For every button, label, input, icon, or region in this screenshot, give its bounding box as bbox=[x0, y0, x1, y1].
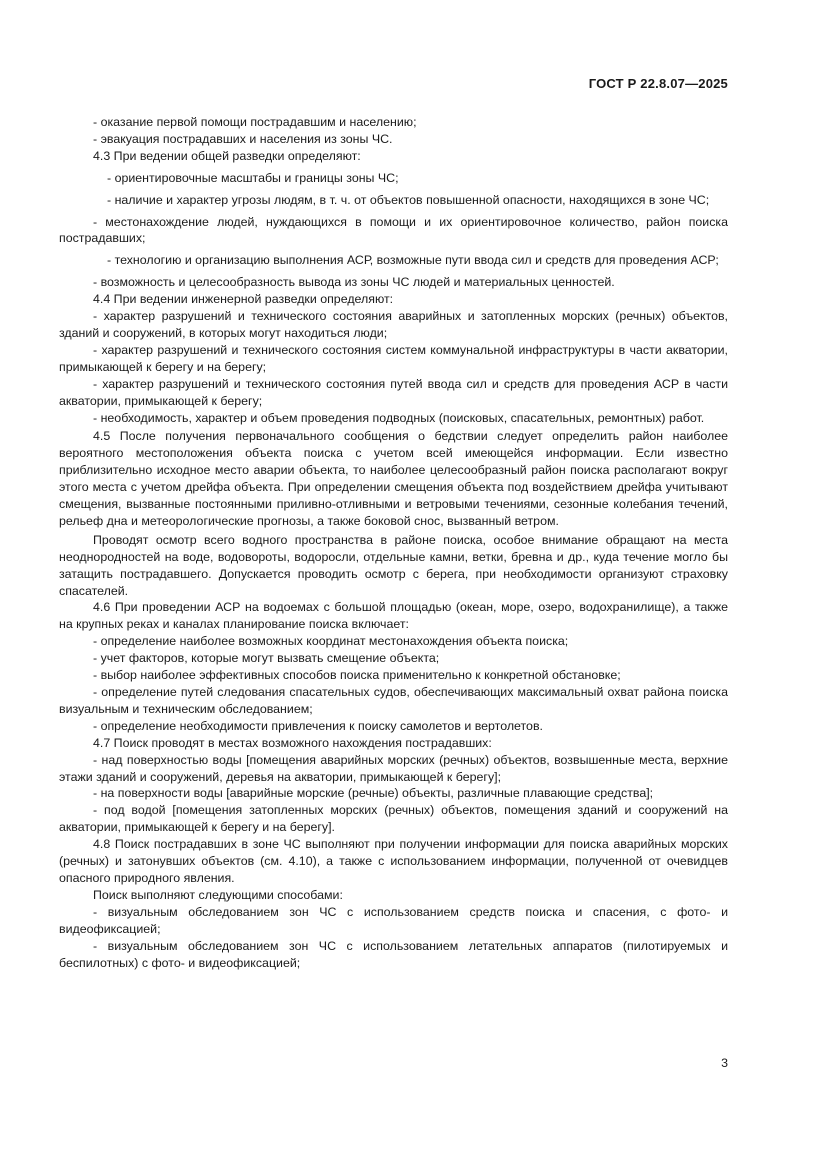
paragraph: - определение наиболее возможных координат местонахождения объекта поиска; bbox=[93, 634, 569, 649]
paragraph: - над поверхностью воды [помещения аварийных морских (речных) объектов, возвышенные места, верхние этажи зданий и сооружений, деревья на акватории, примыкающей к берегу]; bbox=[59, 752, 728, 784]
document-body bbox=[59, 114, 728, 971]
paragraph: - возможность и целесообразность вывода из зоны ЧС людей и материальных ценностей. bbox=[93, 275, 615, 290]
paragraph: - определение путей следования спасательных судов, обеспечивающих максимальный охват района поиска визуальным и техническим обследованием; bbox=[59, 685, 728, 716]
paragraph: Поиск выполняют следующими способами: bbox=[93, 887, 343, 902]
paragraph: 4.5 После получения первоначального сообщения о бедствии следует определить район наиболее вероятного местоположения объекта поиска с учетом всей имеющейся информации. Если известно приблизительно исходное место аварии объекта, то наиболее целесообразный район поиска располагают вокруг этого места с учетом дрейфа объекта. При определении смещения объекта под воздействием дрейфа учитывают смещения, вызванные постоянными приливно-отливными и ветровыми течениями, сезонные колебания течений, рельеф дна и метеорологические прогнозы, а также боковой снос, вызванный ветром. bbox=[59, 429, 728, 528]
paragraph: - под водой [помещения затопленных морских (речных) объектов, помещения зданий и сооружений на акватории, примыкающей к берегу и на берегу]. bbox=[59, 803, 728, 835]
document-code-header: ГОСТ Р 22.8.07—2025 bbox=[588, 76, 728, 91]
paragraph: 4.4 При ведении инженерной разведки определяют: bbox=[93, 292, 394, 307]
paragraph: 4.6 При проведении АСР на водоемах с большой площадью (океан, море, озеро, водохранилище), а также на крупных реках и каналах планирование поиска включает: bbox=[59, 600, 728, 632]
paragraph: 4.3 При ведении общей разведки определяют: bbox=[93, 148, 361, 163]
paragraph: - визуальным обследованием зон ЧС с использованием летательных аппаратов (пилотируемых и беспилотных) с фото- и видеофиксацией; bbox=[59, 938, 728, 970]
paragraph: 4.8 Поиск пострадавших в зоне ЧС выполняют при получении информации для поиска аварийных морских (речных) и затонувших объектов (см. 4.10), а также с использованием информации, полученной от очевидцев опасного природного явления. bbox=[59, 837, 728, 885]
paragraph: - выбор наиболее эффективных способов поиска применительно к конкретной обстановке; bbox=[93, 668, 621, 683]
paragraph: - оказание первой помощи пострадавшим и населению; bbox=[93, 115, 417, 129]
paragraph: - необходимость, характер и объем проведения подводных (поисковых, спасательных, ремонтных) работ. bbox=[93, 410, 705, 425]
paragraph: Проводят осмотр всего водного пространства в районе поиска, особое внимание обращают на места неоднородностей на воде, водовороты, водоросли, отдельные камни, ветки, бревна и др., куда течение могло бы затащить пострадавшего. Допускается проводить осмотр с берега, при необходимости организуют страховку спасателей. bbox=[59, 532, 728, 598]
paragraph: - на поверхности воды [аварийные морские (речные) объекты, различные плавающие средства]; bbox=[93, 786, 654, 801]
paragraph: - эвакуация пострадавших и населения из зоны ЧС. bbox=[93, 131, 393, 146]
paragraph: - местонахождение людей, нуждающихся в помощи и их ориентировочное количество, район поиска пострадавших; bbox=[59, 214, 728, 246]
paragraph: - ориентировочные масштабы и границы зоны ЧС; bbox=[107, 170, 399, 185]
paragraph: - определение необходимости привлечения к поиску самолетов и вертолетов. bbox=[93, 718, 543, 733]
paragraph: - технологию и организацию выполнения АСР, возможные пути ввода сил и средств для проведения АСР; bbox=[107, 253, 719, 268]
paragraph: - визуальным обследованием зон ЧС с использованием средств поиска и спасения, с фото- и видеофиксацией; bbox=[59, 904, 728, 936]
paragraph: 4.7 Поиск проводят в местах возможного нахождения пострадавших: bbox=[93, 735, 492, 750]
paragraph: - характер разрушений и технического состояния систем коммунальной инфраструктуры в части акватории, примыкающей к берегу и на берегу; bbox=[59, 342, 728, 374]
paragraph: - наличие и характер угрозы людям, в т. ч. от объектов повышенной опасности, находящихся в зоне ЧС; bbox=[107, 192, 710, 207]
paragraph: - характер разрушений и технического состояния путей ввода сил и средств для проведения АСР в части акватории, примыкающей к берегу; bbox=[59, 376, 728, 408]
paragraph: - характер разрушений и технического состояния аварийных и затопленных морских (речных) объектов, зданий и сооружений, в которых могут находиться люди; bbox=[59, 309, 728, 340]
paragraph: - учет факторов, которые могут вызвать смещение объекта; bbox=[93, 651, 440, 666]
page-number: 3 bbox=[721, 1056, 728, 1070]
